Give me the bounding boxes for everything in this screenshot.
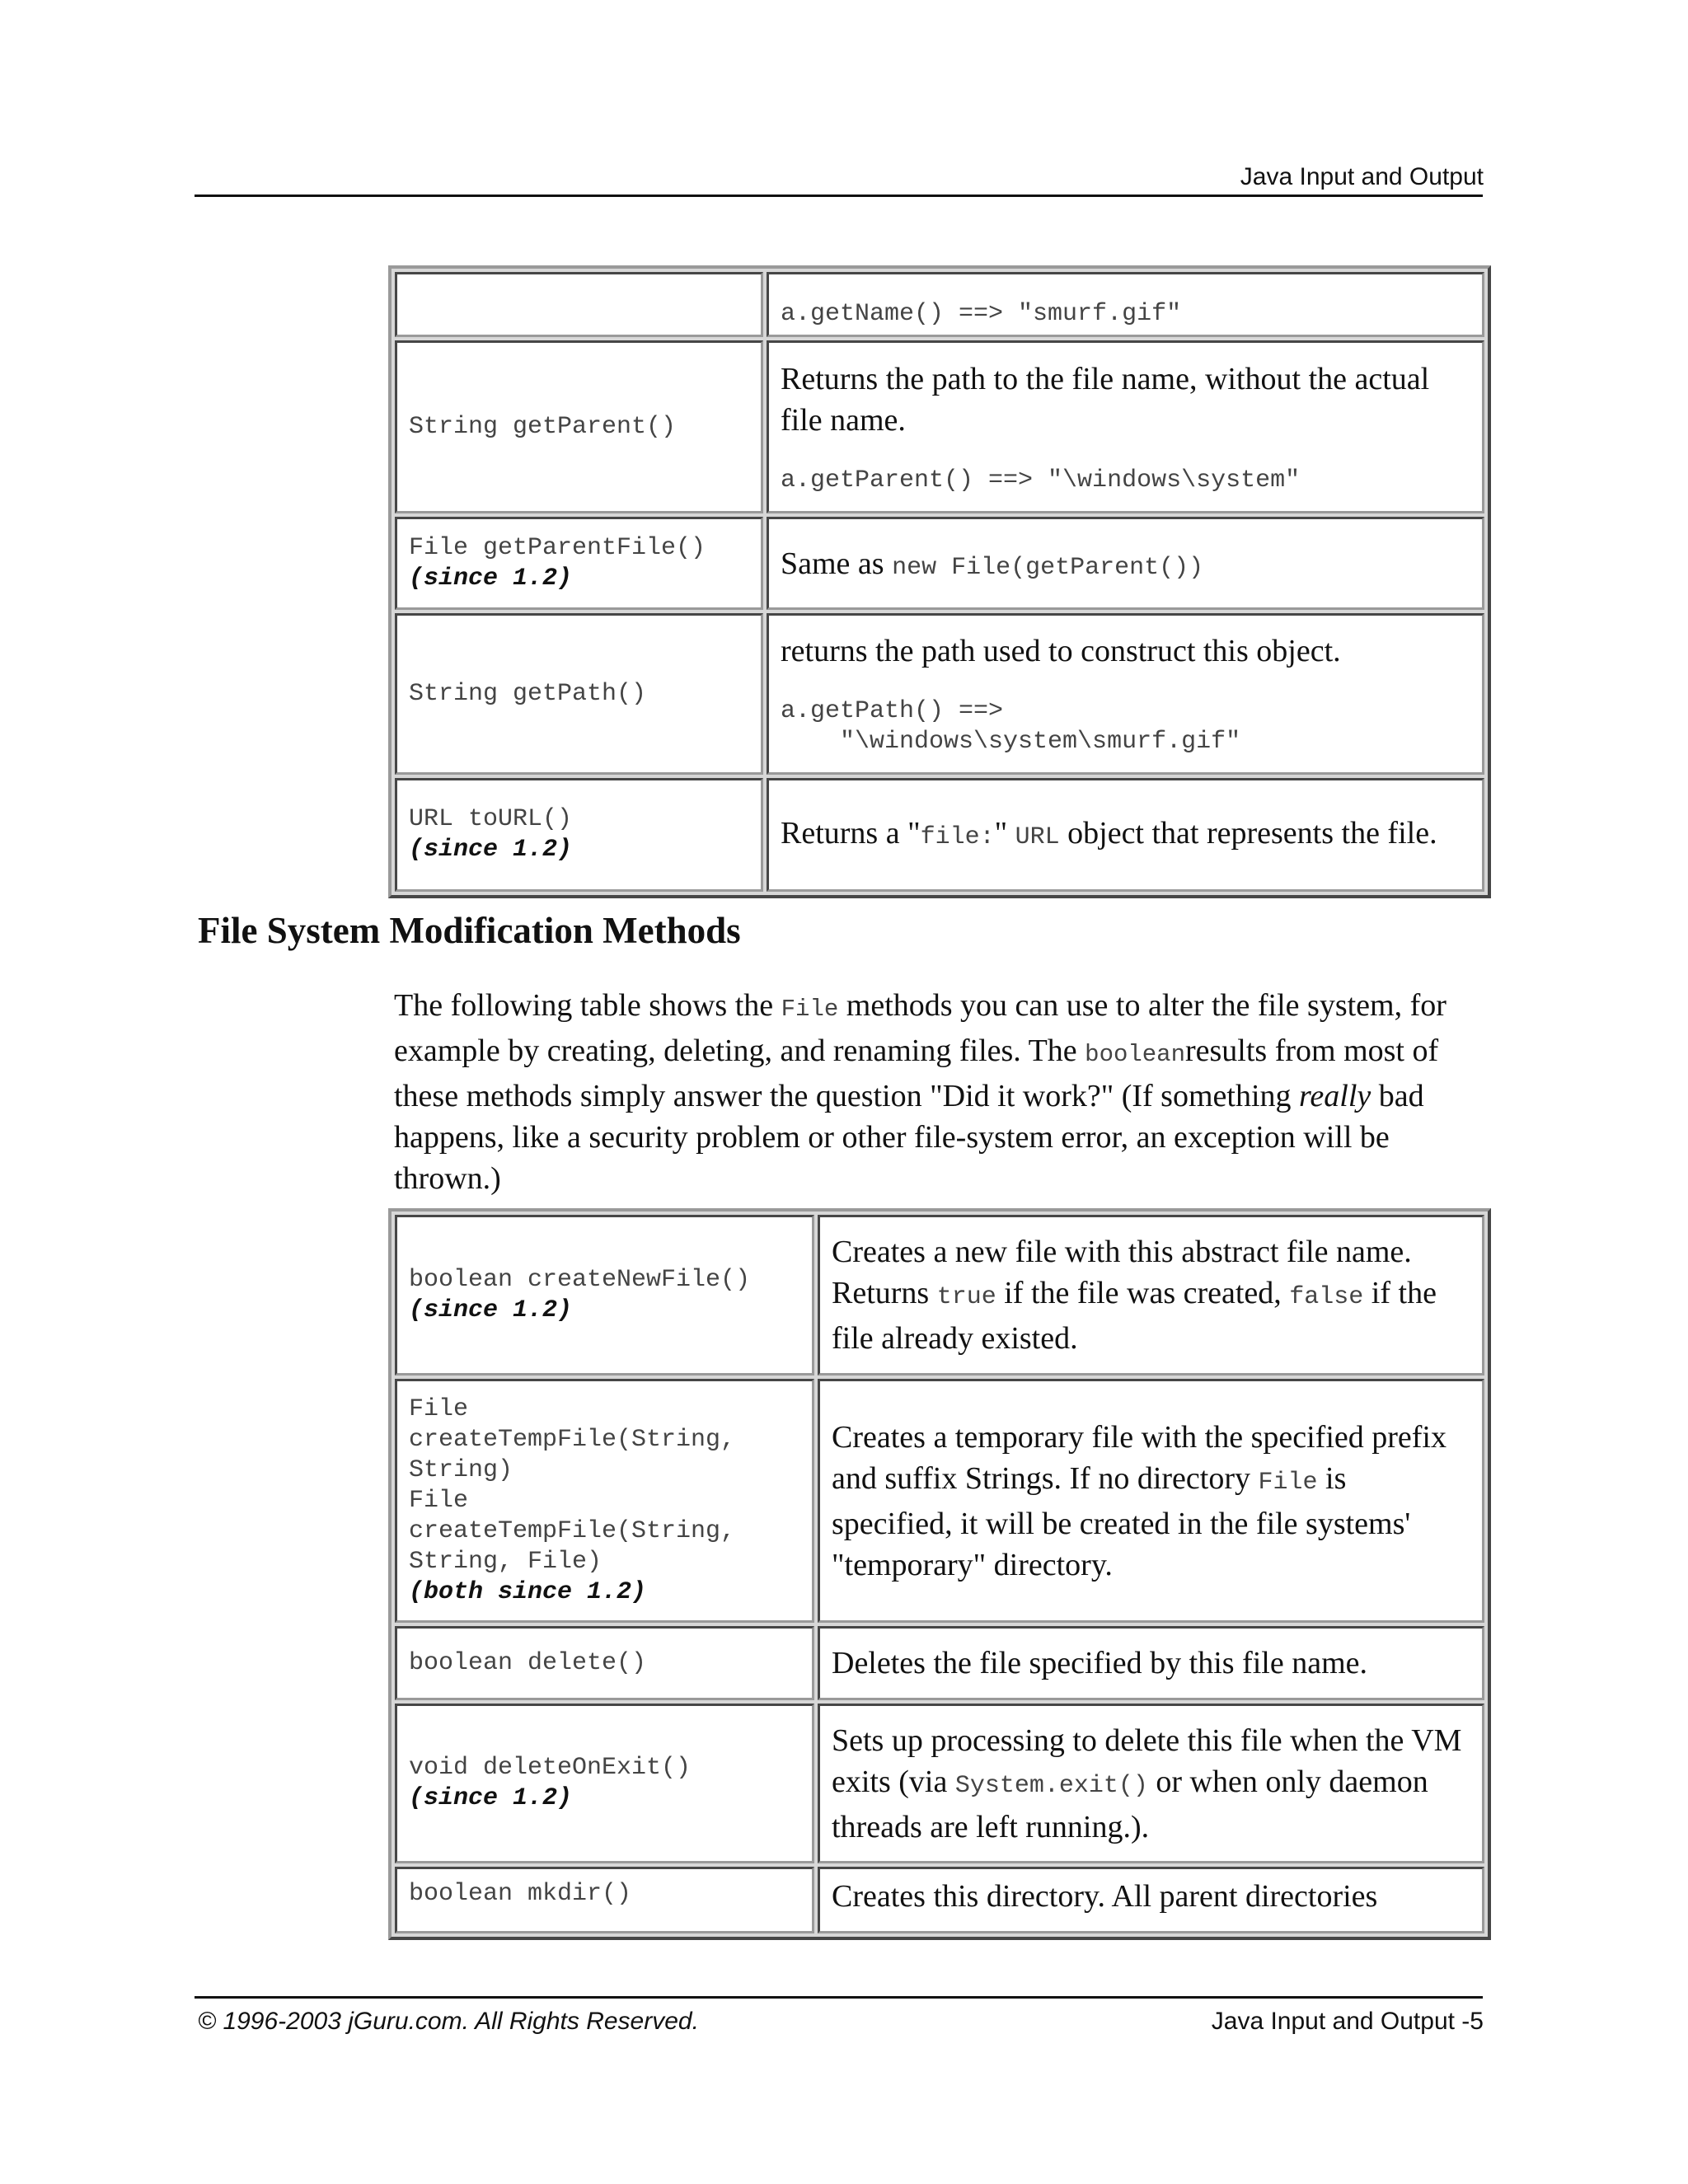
since-note: (since 1.2) (409, 1296, 573, 1324)
method-description: Creates this directory. All parent directories (832, 1879, 1378, 1914)
method-cell (395, 272, 763, 337)
table-row (395, 272, 1484, 337)
table-row (395, 1379, 1484, 1623)
code-example: a.getParent() ==> "\windows\system" (781, 466, 1301, 494)
running-header: Java Input and Output (1240, 163, 1484, 190)
method-description: Deletes the file specified by this file name. (832, 1646, 1367, 1680)
code-example: a.getName() ==> "smurf.gif" (781, 300, 1182, 328)
table-row (395, 1626, 1484, 1700)
description-cell (818, 1867, 1484, 1933)
description-cell (818, 1704, 1484, 1863)
description-cell (767, 340, 1484, 513)
method-description: Creates a temporary file with the specified prefix and suffix Strings. If no directory File is specified, it will be created in the file systems' "temporary" directory. (832, 1419, 1447, 1582)
method-cell: File createTempFile(String, String) File createTempFile(String, String, File) (both since 1.2) (395, 1379, 814, 1623)
since-note: (since 1.2) (409, 836, 573, 864)
file-modification-methods-table (388, 1208, 1491, 1940)
file-info-methods-table (388, 265, 1491, 898)
method-cell: boolean createNewFile() (since 1.2) (395, 1215, 814, 1376)
since-note: (since 1.2) (409, 1784, 573, 1812)
description-cell (818, 1379, 1484, 1623)
footer-rule (195, 1996, 1483, 1999)
inline-code: File (781, 996, 839, 1023)
description-cell: Same as new File(getParent()) (767, 517, 1484, 610)
inline-code: System.exit() (954, 1771, 1148, 1800)
page-number: Java Input and Output -5 (1211, 2008, 1484, 2035)
code-example: a.getPath() ==> "\windows\system\smurf.gif" (781, 697, 1241, 756)
inline-code: new File(getParent()) (892, 553, 1204, 582)
method-cell: boolean delete() (395, 1626, 814, 1700)
copyright-notice: © 1996-2003 jGuru.com. All Rights Reserved. (198, 2008, 699, 2035)
method-cell: String getPath() (395, 613, 763, 775)
section-heading: File System Modification Methods (198, 910, 741, 951)
table-row (395, 517, 1484, 610)
method-cell: boolean mkdir() (395, 1867, 814, 1933)
header-rule (195, 194, 1483, 197)
method-description: Creates a new file with this abstract file name. Returns true if the file was created, false if the file already existed. (832, 1235, 1437, 1356)
intro-paragraph: The following table shows the File methods you can use to alter the file system, for example by creating, deleting, and renaming files. The booleanresults from most of these methods simply answer the question "Did it work?" (If something really bad happens, like a security problem or other file-system error, an exception will be thrown.) (394, 988, 1447, 1196)
inline-code: true (936, 1283, 996, 1311)
inline-code: boolean (1085, 1041, 1185, 1068)
table-row (395, 613, 1484, 775)
since-note: (since 1.2) (409, 564, 573, 593)
inline-code: URL (1015, 823, 1060, 851)
method-cell: void deleteOnExit() (since 1.2) (395, 1704, 814, 1863)
inline-code: File (1258, 1468, 1318, 1497)
table-row (395, 1215, 1484, 1376)
description-cell (818, 1626, 1484, 1700)
method-description: Sets up processing to delete this file when the VM exits (via System.exit() or when only daemon threads are left running.). (832, 1722, 1462, 1844)
table-row (395, 1867, 1484, 1933)
method-description: Returns the path to the file name, without the actual file name. (781, 361, 1430, 438)
method-description: returns the path used to construct this object. (781, 634, 1341, 668)
table-row (395, 778, 1484, 892)
method-cell: String getParent() (395, 340, 763, 513)
inline-code: false (1289, 1283, 1364, 1311)
description-cell (767, 778, 1484, 892)
description-cell (767, 613, 1484, 775)
emphasis: really (1299, 1079, 1372, 1113)
method-cell: URL toURL() (since 1.2) (395, 778, 763, 892)
table-row (395, 340, 1484, 513)
description-cell (818, 1215, 1484, 1376)
method-description: Returns a "file:" URL object that represents the file. (781, 815, 1437, 851)
since-note: (both since 1.2) (409, 1577, 647, 1606)
method-cell: File getParentFile() (since 1.2) (395, 517, 763, 610)
table-row (395, 1704, 1484, 1863)
inline-code: file: (920, 823, 995, 851)
description-cell (767, 272, 1484, 337)
